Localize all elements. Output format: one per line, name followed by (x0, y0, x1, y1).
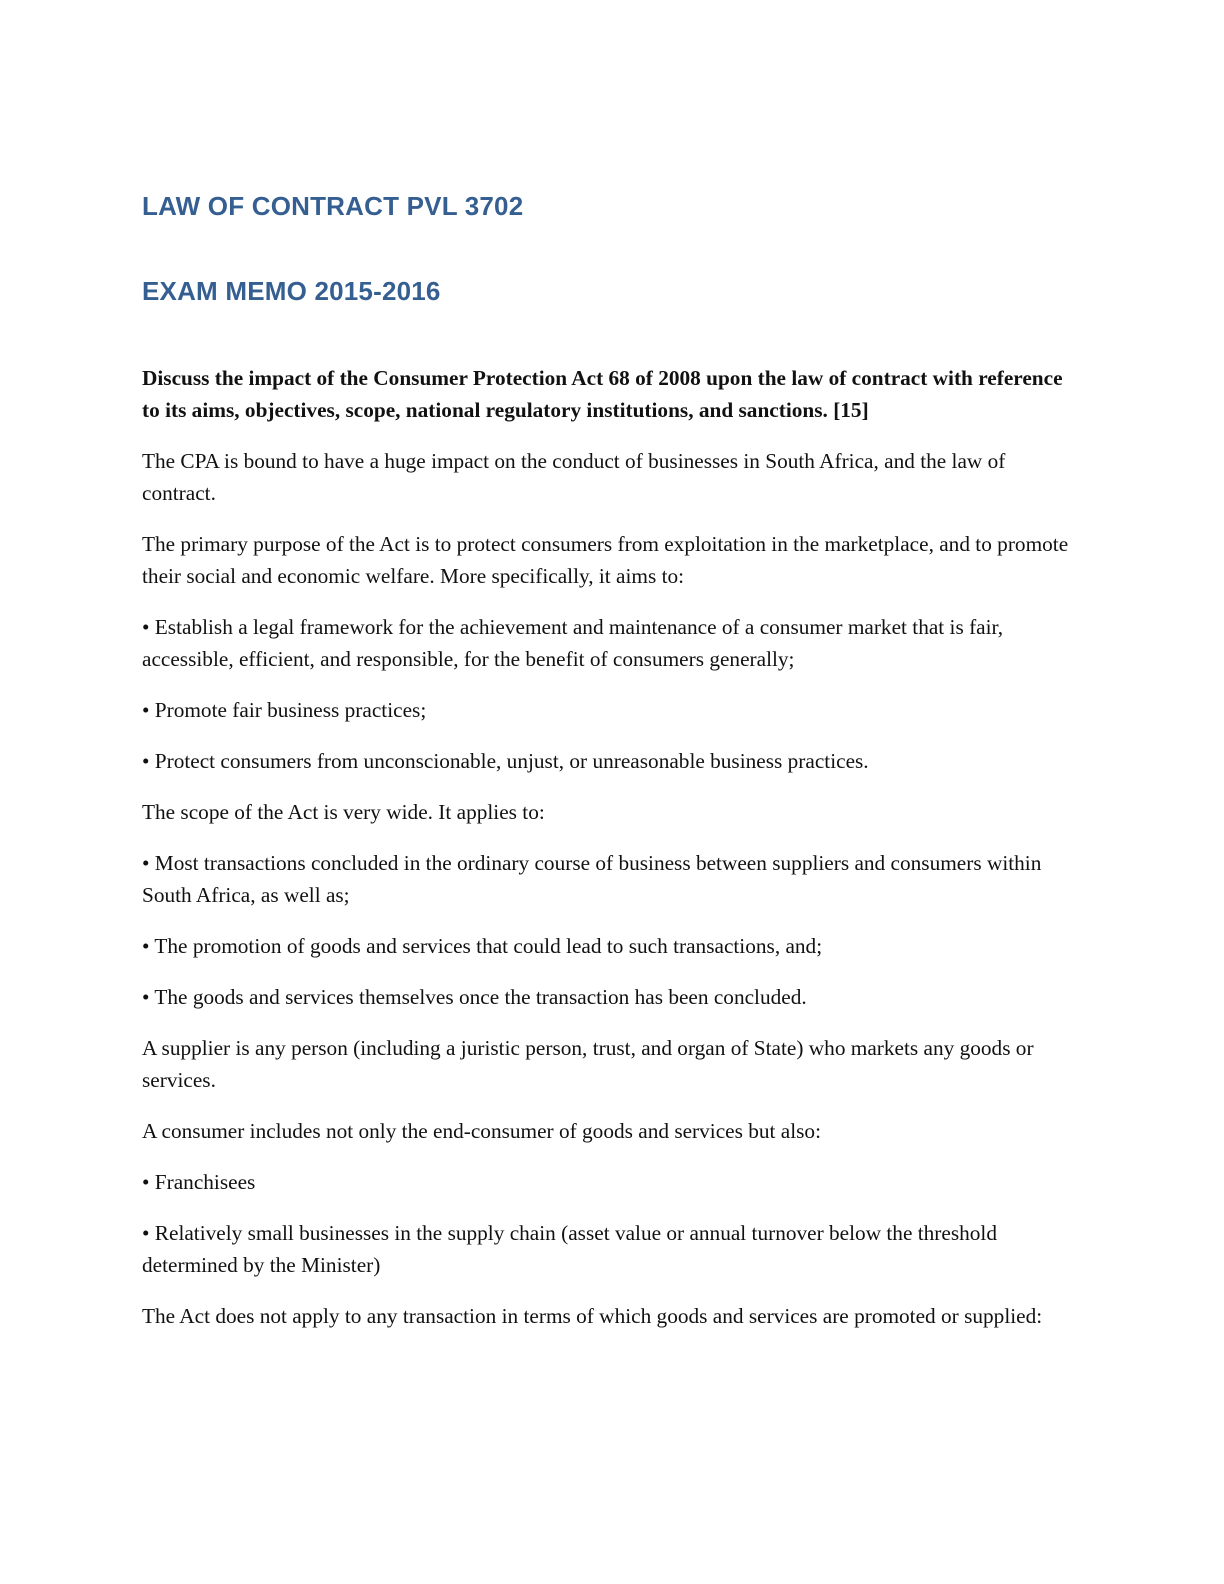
bullet-item: • Relatively small businesses in the supply chain (asset value or annual turnover below the threshold determined by the Minister) (142, 1221, 997, 1277)
paragraph: The scope of the Act is very wide. It applies to: (142, 800, 545, 824)
paragraph: A supplier is any person (including a juristic person, trust, and organ of State) who markets any goods or services. (142, 1036, 1034, 1092)
bullet-item: • The goods and services themselves once the transaction has been concluded. (142, 985, 807, 1009)
bullet-item: • The promotion of goods and services that could lead to such transactions, and; (142, 934, 823, 958)
paragraph: The CPA is bound to have a huge impact on the conduct of businesses in South Africa, and the law of contract. (142, 449, 1006, 505)
paragraph: A consumer includes not only the end-consumer of goods and services but also: (142, 1119, 821, 1143)
document-body (142, 362, 1082, 1351)
document-subtitle: EXAM MEMO 2015-2016 (142, 276, 441, 306)
bullet-item: • Establish a legal framework for the achievement and maintenance of a consumer market that is fair, accessible, efficient, and responsible, for the benefit of consumers generally; (142, 615, 1004, 671)
document-title: LAW OF CONTRACT PVL 3702 (142, 191, 524, 221)
paragraph: The Act does not apply to any transaction in terms of which goods and services are promoted or supplied: (142, 1304, 1043, 1328)
bullet-item: • Most transactions concluded in the ordinary course of business between suppliers and consumers within South Africa, as well as; (142, 851, 1042, 907)
exam-question: Discuss the impact of the Consumer Protection Act 68 of 2008 upon the law of contract with reference to its aims, objectives, scope, national regulatory institutions, and sanctions. [15] (142, 366, 1063, 422)
bullet-item: • Protect consumers from unconscionable, unjust, or unreasonable business practices. (142, 749, 869, 773)
paragraph: The primary purpose of the Act is to protect consumers from exploitation in the marketplace, and to promote their social and economic welfare. More specifically, it aims to: (142, 532, 1069, 588)
bullet-item: • Promote fair business practices; (142, 698, 427, 722)
bullet-item: • Franchisees (142, 1170, 256, 1194)
